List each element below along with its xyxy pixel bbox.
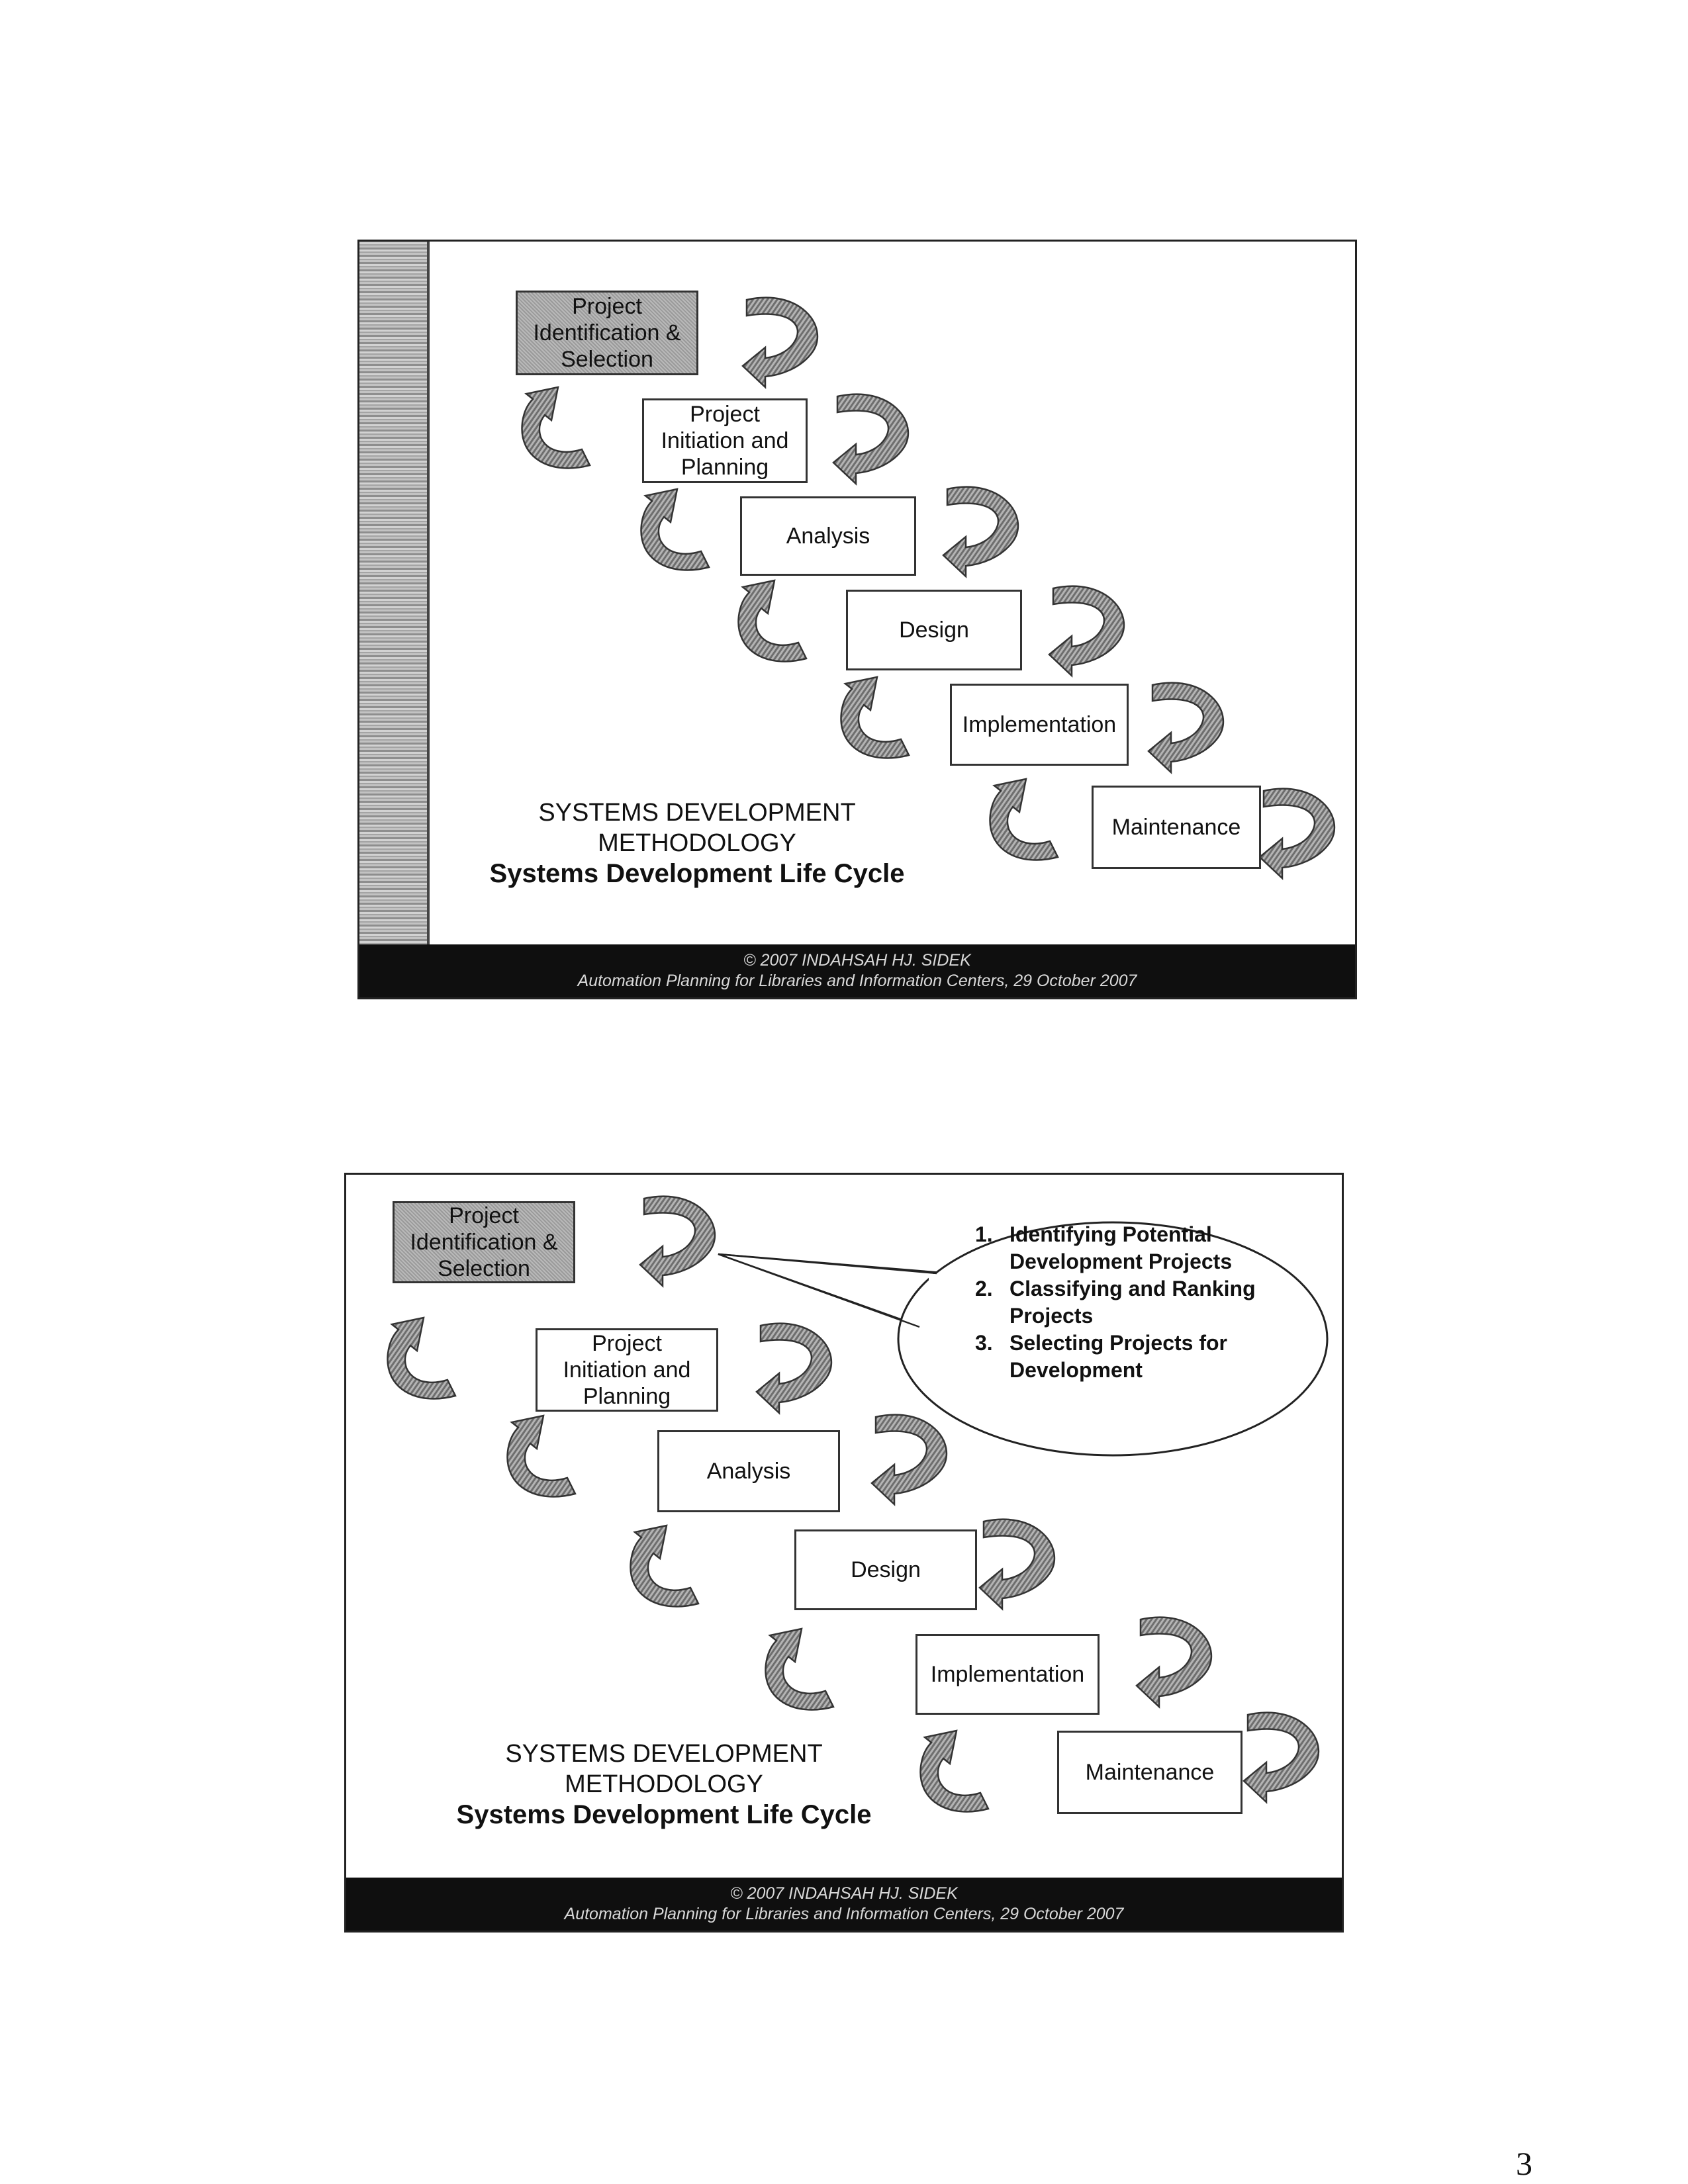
step-box-initiation [536, 1328, 718, 1412]
title-subtitle: Systems Development Life Cycle [489, 859, 905, 888]
slide-sdlc-callout [344, 1173, 1344, 1933]
forward-arrow [943, 487, 1018, 576]
list-number: 1. [975, 1222, 993, 1246]
step-label: Project Initiation and Planning [563, 1331, 691, 1409]
slide-footer [346, 1878, 1342, 1931]
step-label: Implementation [930, 1662, 1085, 1687]
slide-sdlc [357, 240, 1357, 999]
list-text: Selecting Projects for Development [1009, 1331, 1227, 1382]
list-text: Identifying Potential Development Projects [1009, 1222, 1233, 1273]
list-item [975, 1275, 1266, 1330]
step-box-identification [516, 291, 698, 375]
forward-arrow [1260, 789, 1335, 878]
forward-arrow [1149, 683, 1223, 772]
back-arrow [507, 1416, 575, 1496]
back-arrow [630, 1525, 698, 1606]
list-item [975, 1221, 1266, 1275]
step-box-maintenance [1057, 1731, 1243, 1814]
back-arrow [841, 677, 909, 758]
step-box-implementation [950, 684, 1129, 766]
slide-title [412, 1739, 915, 1830]
title-subtitle: Systems Development Life Cycle [456, 1800, 872, 1829]
step-label: Analysis [706, 1459, 791, 1484]
slide-footer [359, 944, 1355, 997]
step-label: Design [899, 617, 969, 643]
step-box-analysis [657, 1430, 840, 1512]
title-line: SYSTEMS DEVELOPMENT [505, 1740, 823, 1768]
step-box-identification [393, 1201, 575, 1283]
footer-copyright: © 2007 INDAHSAH HJ. SIDEK [730, 1884, 958, 1903]
forward-arrow [1049, 586, 1124, 676]
forward-arrow [980, 1520, 1055, 1609]
callout-list [975, 1221, 1266, 1384]
step-label: Analysis [786, 523, 870, 549]
forward-arrow [757, 1324, 831, 1413]
step-label: Project Identification & Selection [410, 1203, 558, 1281]
step-label: Project Initiation and Planning [661, 402, 789, 480]
step-box-initiation [642, 398, 808, 483]
footer-event: Automation Planning for Libraries and Information Centers, 29 October 2007 [577, 972, 1137, 990]
forward-arrow [1137, 1617, 1211, 1707]
footer-event: Automation Planning for Libraries and Information Centers, 29 October 2007 [564, 1905, 1124, 1923]
back-arrow [920, 1731, 988, 1811]
back-arrow [641, 489, 709, 570]
step-box-design [794, 1529, 977, 1610]
back-arrow [387, 1318, 455, 1398]
step-box-implementation [915, 1634, 1100, 1715]
back-arrow [522, 387, 590, 468]
title-line: SYSTEMS DEVELOPMENT [538, 799, 856, 827]
step-label: Implementation [962, 712, 1117, 737]
back-arrow [990, 779, 1058, 860]
forward-arrow [833, 394, 908, 484]
back-arrow [738, 580, 806, 661]
title-line: METHODOLOGY [565, 1770, 763, 1798]
title-line: METHODOLOGY [598, 829, 796, 857]
back-arrow [765, 1629, 833, 1709]
slide-title [445, 797, 949, 889]
list-text: Classifying and Ranking Projects [1009, 1277, 1256, 1328]
forward-arrow [743, 298, 818, 387]
page-number: 3 [1516, 2145, 1532, 2182]
forward-arrow [1244, 1713, 1319, 1802]
step-label: Maintenance [1085, 1760, 1215, 1785]
forward-arrow [640, 1197, 715, 1286]
footer-copyright: © 2007 INDAHSAH HJ. SIDEK [743, 951, 971, 970]
forward-arrow [872, 1415, 947, 1504]
step-label: Maintenance [1111, 815, 1241, 840]
step-box-analysis [740, 496, 916, 576]
step-label: Project Identification & Selection [533, 294, 681, 372]
step-box-maintenance [1092, 786, 1261, 869]
list-item [975, 1330, 1266, 1384]
step-box-design [846, 590, 1022, 670]
step-label: Design [851, 1557, 921, 1582]
list-number: 3. [975, 1331, 993, 1355]
list-number: 2. [975, 1277, 993, 1300]
